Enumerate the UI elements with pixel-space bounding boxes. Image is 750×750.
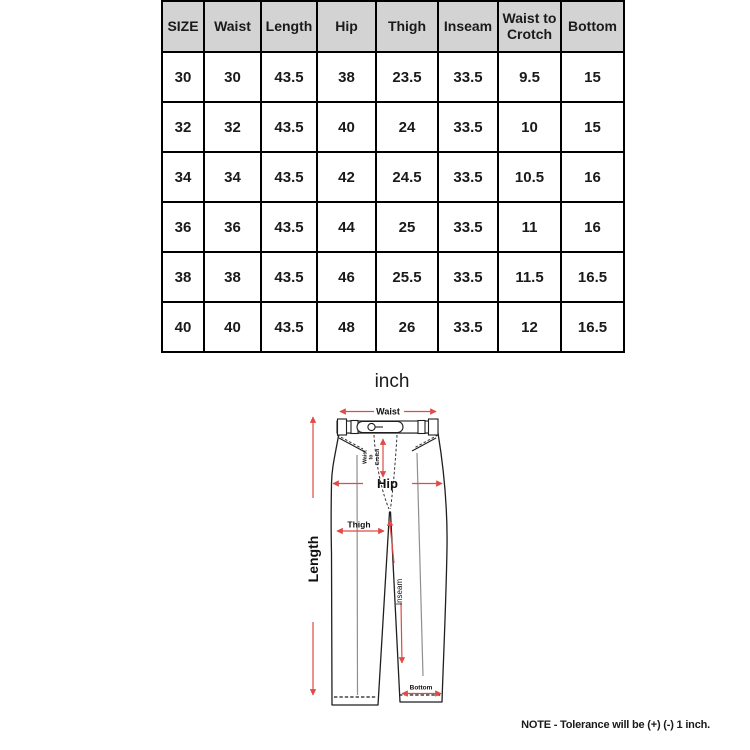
table-cell: 33.5 bbox=[438, 152, 498, 202]
waistband-left-end bbox=[338, 419, 347, 435]
size-table bbox=[161, 0, 625, 353]
table-cell: 25.5 bbox=[376, 252, 438, 302]
column-header: Bottom bbox=[561, 1, 624, 52]
table-cell: 34 bbox=[162, 152, 204, 202]
table-cell: 38 bbox=[162, 252, 204, 302]
table-cell: 16.5 bbox=[561, 302, 624, 352]
table-cell: 43.5 bbox=[261, 152, 317, 202]
waist-to-crotch-label-line1: Waist bbox=[362, 450, 369, 464]
right-belt-loop bbox=[418, 421, 425, 434]
column-header: Length bbox=[261, 1, 317, 52]
waistband-right-end bbox=[429, 419, 439, 435]
table-cell: 33.5 bbox=[438, 252, 498, 302]
pants-measurement-diagram bbox=[295, 398, 480, 713]
table-cell: 36 bbox=[204, 202, 261, 252]
length-label: Length bbox=[304, 535, 321, 583]
left-leg-crease bbox=[357, 455, 358, 695]
tolerance-note: NOTE - Tolerance will be (+) (-) 1 inch. bbox=[521, 719, 710, 731]
size-table-header-row bbox=[162, 1, 624, 52]
table-cell: 33.5 bbox=[438, 52, 498, 102]
table-cell: 40 bbox=[204, 302, 261, 352]
column-header: Waist bbox=[204, 1, 261, 52]
table-cell: 11.5 bbox=[498, 252, 561, 302]
table-cell: 33.5 bbox=[438, 202, 498, 252]
table-cell: 48 bbox=[317, 302, 376, 352]
table-cell: 46 bbox=[317, 252, 376, 302]
table-cell: 43.5 bbox=[261, 202, 317, 252]
table-cell: 12 bbox=[498, 302, 561, 352]
table-cell: 40 bbox=[317, 102, 376, 152]
table-cell: 43.5 bbox=[261, 102, 317, 152]
table-cell: 11 bbox=[498, 202, 561, 252]
table-cell: 9.5 bbox=[498, 52, 561, 102]
table-cell: 30 bbox=[204, 52, 261, 102]
table-cell: 33.5 bbox=[438, 102, 498, 152]
table-cell: 40 bbox=[162, 302, 204, 352]
table-row bbox=[162, 52, 624, 102]
table-cell: 43.5 bbox=[261, 52, 317, 102]
table-cell: 36 bbox=[162, 202, 204, 252]
table-cell: 38 bbox=[204, 252, 261, 302]
table-cell: 15 bbox=[561, 52, 624, 102]
table-cell: 23.5 bbox=[376, 52, 438, 102]
column-header: Thigh bbox=[376, 1, 438, 52]
column-header: SIZE bbox=[162, 1, 204, 52]
table-row bbox=[162, 302, 624, 352]
column-header: Waist to Crotch bbox=[498, 1, 561, 52]
table-cell: 25 bbox=[376, 202, 438, 252]
table-cell: 26 bbox=[376, 302, 438, 352]
table-cell: 16 bbox=[561, 152, 624, 202]
waist-to-crotch-label-line2: to bbox=[368, 454, 375, 460]
waist-to-crotch-label-line3: Crotch bbox=[374, 448, 381, 466]
table-cell: 24.5 bbox=[376, 152, 438, 202]
waist-label: Waist bbox=[376, 406, 400, 417]
thigh-label: Thigh bbox=[347, 519, 371, 530]
table-cell: 10.5 bbox=[498, 152, 561, 202]
table-cell: 33.5 bbox=[438, 302, 498, 352]
waist-button bbox=[368, 423, 375, 430]
unit-label: inch bbox=[374, 371, 410, 392]
column-header: Inseam bbox=[438, 1, 498, 52]
table-cell: 32 bbox=[204, 102, 261, 152]
table-row bbox=[162, 252, 624, 302]
table-cell: 15 bbox=[561, 102, 624, 152]
hip-label: Hip bbox=[377, 476, 398, 491]
table-row bbox=[162, 202, 624, 252]
pants-outline bbox=[331, 433, 447, 705]
table-cell: 43.5 bbox=[261, 302, 317, 352]
table-row bbox=[162, 102, 624, 152]
table-cell: 44 bbox=[317, 202, 376, 252]
table-cell: 30 bbox=[162, 52, 204, 102]
table-cell: 24 bbox=[376, 102, 438, 152]
table-cell: 34 bbox=[204, 152, 261, 202]
table-cell: 43.5 bbox=[261, 252, 317, 302]
table-cell: 32 bbox=[162, 102, 204, 152]
bottom-label: Bottom bbox=[409, 684, 433, 692]
table-row bbox=[162, 152, 624, 202]
table-cell: 38 bbox=[317, 52, 376, 102]
column-header: Hip bbox=[317, 1, 376, 52]
table-cell: 10 bbox=[498, 102, 561, 152]
table-cell: 42 bbox=[317, 152, 376, 202]
table-cell: 16 bbox=[561, 202, 624, 252]
table-cell: 16.5 bbox=[561, 252, 624, 302]
inseam-label: Inseam bbox=[394, 578, 404, 606]
